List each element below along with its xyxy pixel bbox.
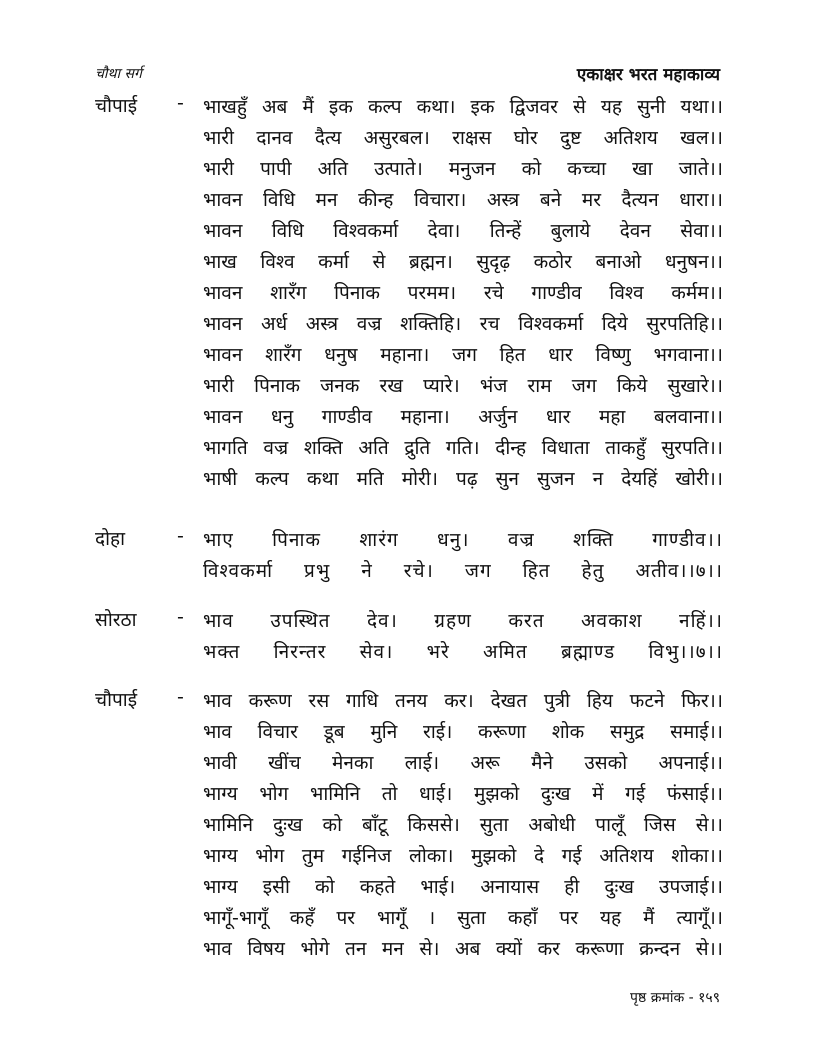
verse-line: भावन शारँग धनुष महाना। जग हित धार विष्णु भगवाना।।: [203, 344, 723, 366]
verse-line: भावन विधि मन कीन्ह विचारा। अस्त्र बने मर दैत्यन धारा।।: [203, 189, 723, 211]
verse-line: भारी पापी अति उत्पाते। मनुजन को कच्चा खा जाते।।: [203, 158, 723, 180]
separator-dash: -: [177, 525, 184, 547]
verse-line: भाव विचार डूब मुनि राई। करूणा शोक समुद्र समाई।।: [203, 721, 723, 743]
verse-line: भावन अर्ध अस्त्र वज्र शक्तिहि। रच विश्वकर्मा दिये सुरपतिहि।।: [203, 313, 723, 335]
verse-type-label: चौपाई: [95, 95, 138, 117]
verse-line: भावी खींच मेनका लाई। अरू मैने उसको अपनाई।।: [203, 752, 723, 774]
verse-line: भागूँ-भागूँ कहँ पर भागूँ । सुता कहाँ पर यह मैं त्यागूँ।।: [203, 907, 723, 929]
verse-line: भाव करूण रस गाधि तनय कर। देखत पुत्री हिय फटने फिर।।: [203, 690, 723, 712]
verse-line: भक्त निरन्तर सेव। भरे अमित ब्रह्माण्ड विभु।।७।।: [203, 641, 723, 663]
verse-line: भारी पिनाक जनक रख प्यारे। भंज राम जग किये सुखारे।।: [203, 375, 723, 397]
verse-line: भाग्य इसी को कहते भाई। अनायास ही दुःख उपजाई।।: [203, 876, 723, 898]
verse-type-label: सोरठा: [95, 609, 137, 631]
verse-line: भाषी कल्प कथा मति मोरी। पढ़ सुन सुजन न देयहिं खोरी।।: [203, 468, 723, 490]
verse-type-label: दोहा: [95, 528, 126, 550]
book-title: एकाक्षर भरत महाकाव्य: [576, 65, 720, 85]
verse-line: भाव विषय भोगे तन मन से। अब क्यों कर करूणा क्रन्दन से।।: [203, 938, 723, 960]
verse-line: भाखहुँ अब मैं इक कल्प कथा। इक द्विजवर से यह सुनी यथा।।: [203, 96, 723, 118]
verse-line: भाए पिनाक शारंग धनु। वज्र शक्ति गाण्डीव।।: [203, 529, 723, 551]
verse-line: विश्वकर्मा प्रभु ने रचे। जग हित हेतु अतीव।।७।।: [203, 560, 723, 582]
verse-line: भाव उपस्थित देव। ग्रहण करत अवकाश नहिं।।: [203, 610, 723, 632]
verse-line: भावन शारँग पिनाक परमम। रचे गाण्डीव विश्व कर्मम।।: [203, 282, 723, 304]
verse-line: भावन धनु गाण्डीव महाना। अर्जुन धार महा बलवाना।।: [203, 406, 723, 428]
verse-line: भाख विश्व कर्मा से ब्रह्मन। सुदृढ़ कठोर बनाओ धनुषन।।: [203, 251, 723, 273]
separator-dash: -: [177, 606, 184, 628]
verse-line: भाग्य भोग भामिनि तो धाई। मुझको दुःख में गई फंसाई।।: [203, 783, 723, 805]
separator-dash: -: [177, 92, 184, 114]
verse-line: भाग्य भोग तुम गईनिज लोका। मुझको दे गई अतिशय शोका।।: [203, 845, 723, 867]
verse-line: भामिनि दुःख को बाँटू किससे। सुता अबोधी पालूँ जिस से।।: [203, 814, 723, 836]
verse-line: भावन विधि विश्वकर्मा देवा। तिन्हें बुलाये देवन सेवा।।: [203, 220, 723, 242]
chapter-title: चौथा सर्ग: [95, 66, 142, 82]
verse-line: भागति वज्र शक्ति अति द्रुति गति। दीन्ह विधाता ताकहुँ सुरपति।।: [203, 437, 723, 459]
verse-type-label: चौपाई: [95, 689, 138, 711]
verse-line: भारी दानव दैत्य असुरबल। राक्षस घोर दुष्ट अतिशय खल।।: [203, 127, 723, 149]
separator-dash: -: [177, 686, 184, 708]
page-number: पृष्ठ क्रमांक - १५९: [630, 990, 720, 1006]
